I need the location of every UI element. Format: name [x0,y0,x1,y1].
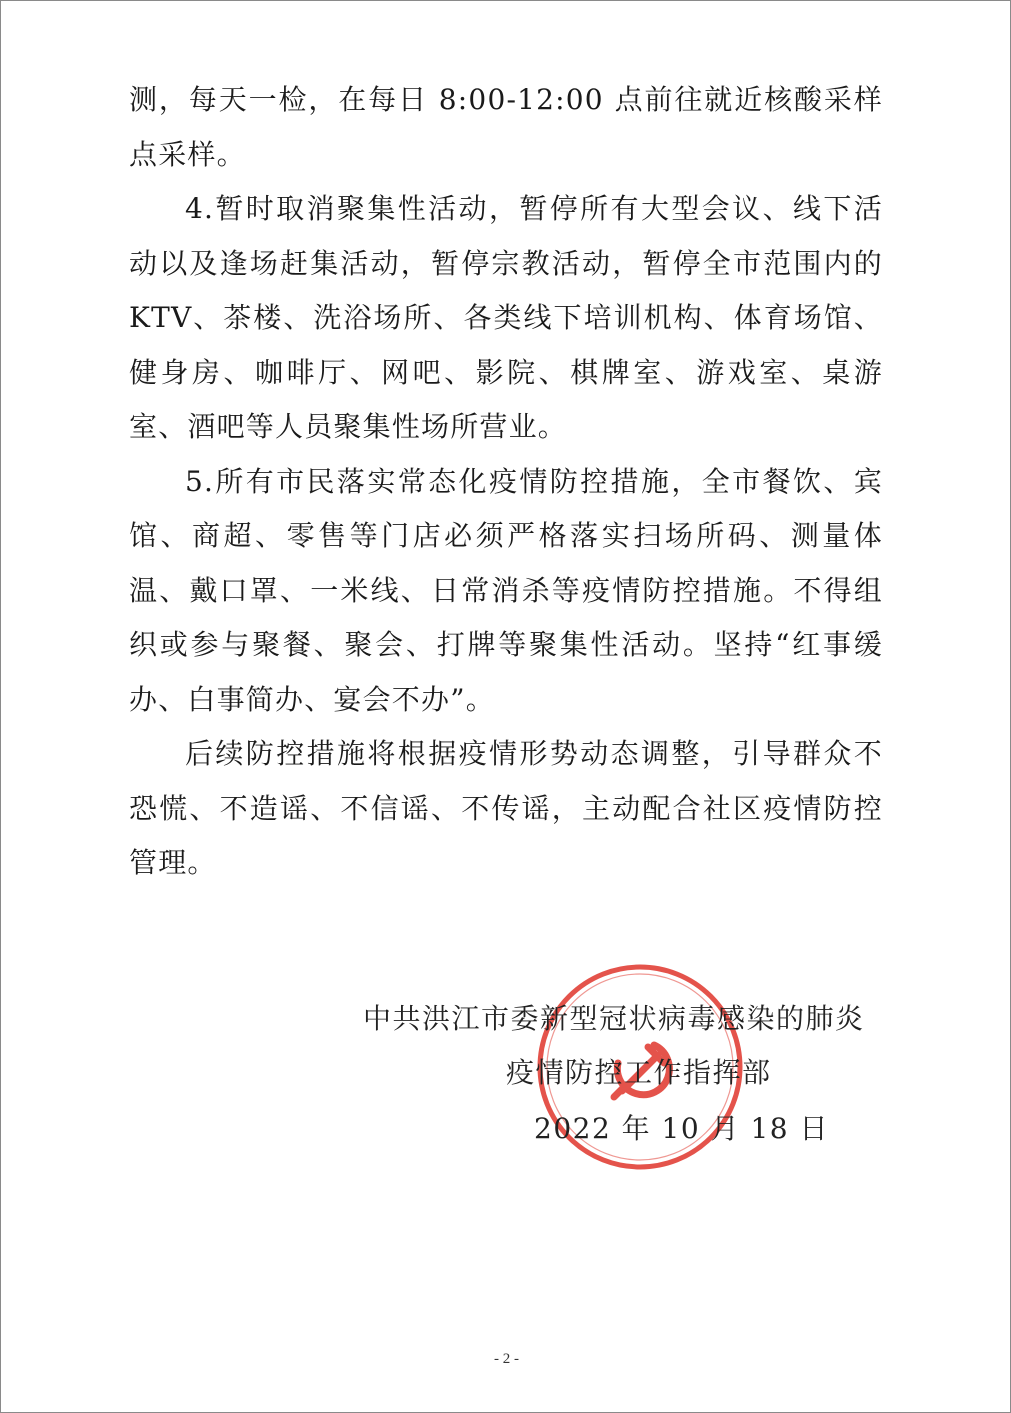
signature-organization-line2: 疫情防控工作指挥部 [506,1056,772,1089]
page-number: - 2 - [494,1351,519,1367]
document-body [129,73,883,891]
signature-organization-line1: 中共洪江市委新型冠状病毒感染的肺炎 [363,1002,865,1035]
paragraph-item-5: 5.所有市民落实常态化疫情防控措施，全市餐饮、宾馆、商超、零售等门店必须严格落实扫场所码、测量体温、戴口罩、一米线、日常消杀等疫情防控措施。不得组织或参与聚餐、聚会、打牌等聚集性活动。坚持“红事缓办、白事简办、宴会不办”。 [129,464,883,716]
signature-date: 2022 年 10 月 18 日 [534,1112,830,1145]
paragraph-item-4: 4.暂时取消聚集性活动，暂停所有大型会议、线下活动以及逢场赶集活动，暂停宗教活动，暂停全市范围内的 KTV、茶楼、洗浴场所、各类线下培训机构、体育场馆、健身房、咖啡厅、网吧、影院、棋牌室、游戏室、桌游室、酒吧等人员聚集性场所营业。 [129,192,883,443]
paragraph-closing: 后续防控措施将根据疫情形势动态调整，引导群众不恐慌、不造谣、不信谣、不传谣，主动配合社区疫情防控管理。 [129,737,883,879]
paragraph-continuation: 测，每天一检，在每日 8:00-12:00 点前往就近核酸采样点采样。 [129,83,883,171]
